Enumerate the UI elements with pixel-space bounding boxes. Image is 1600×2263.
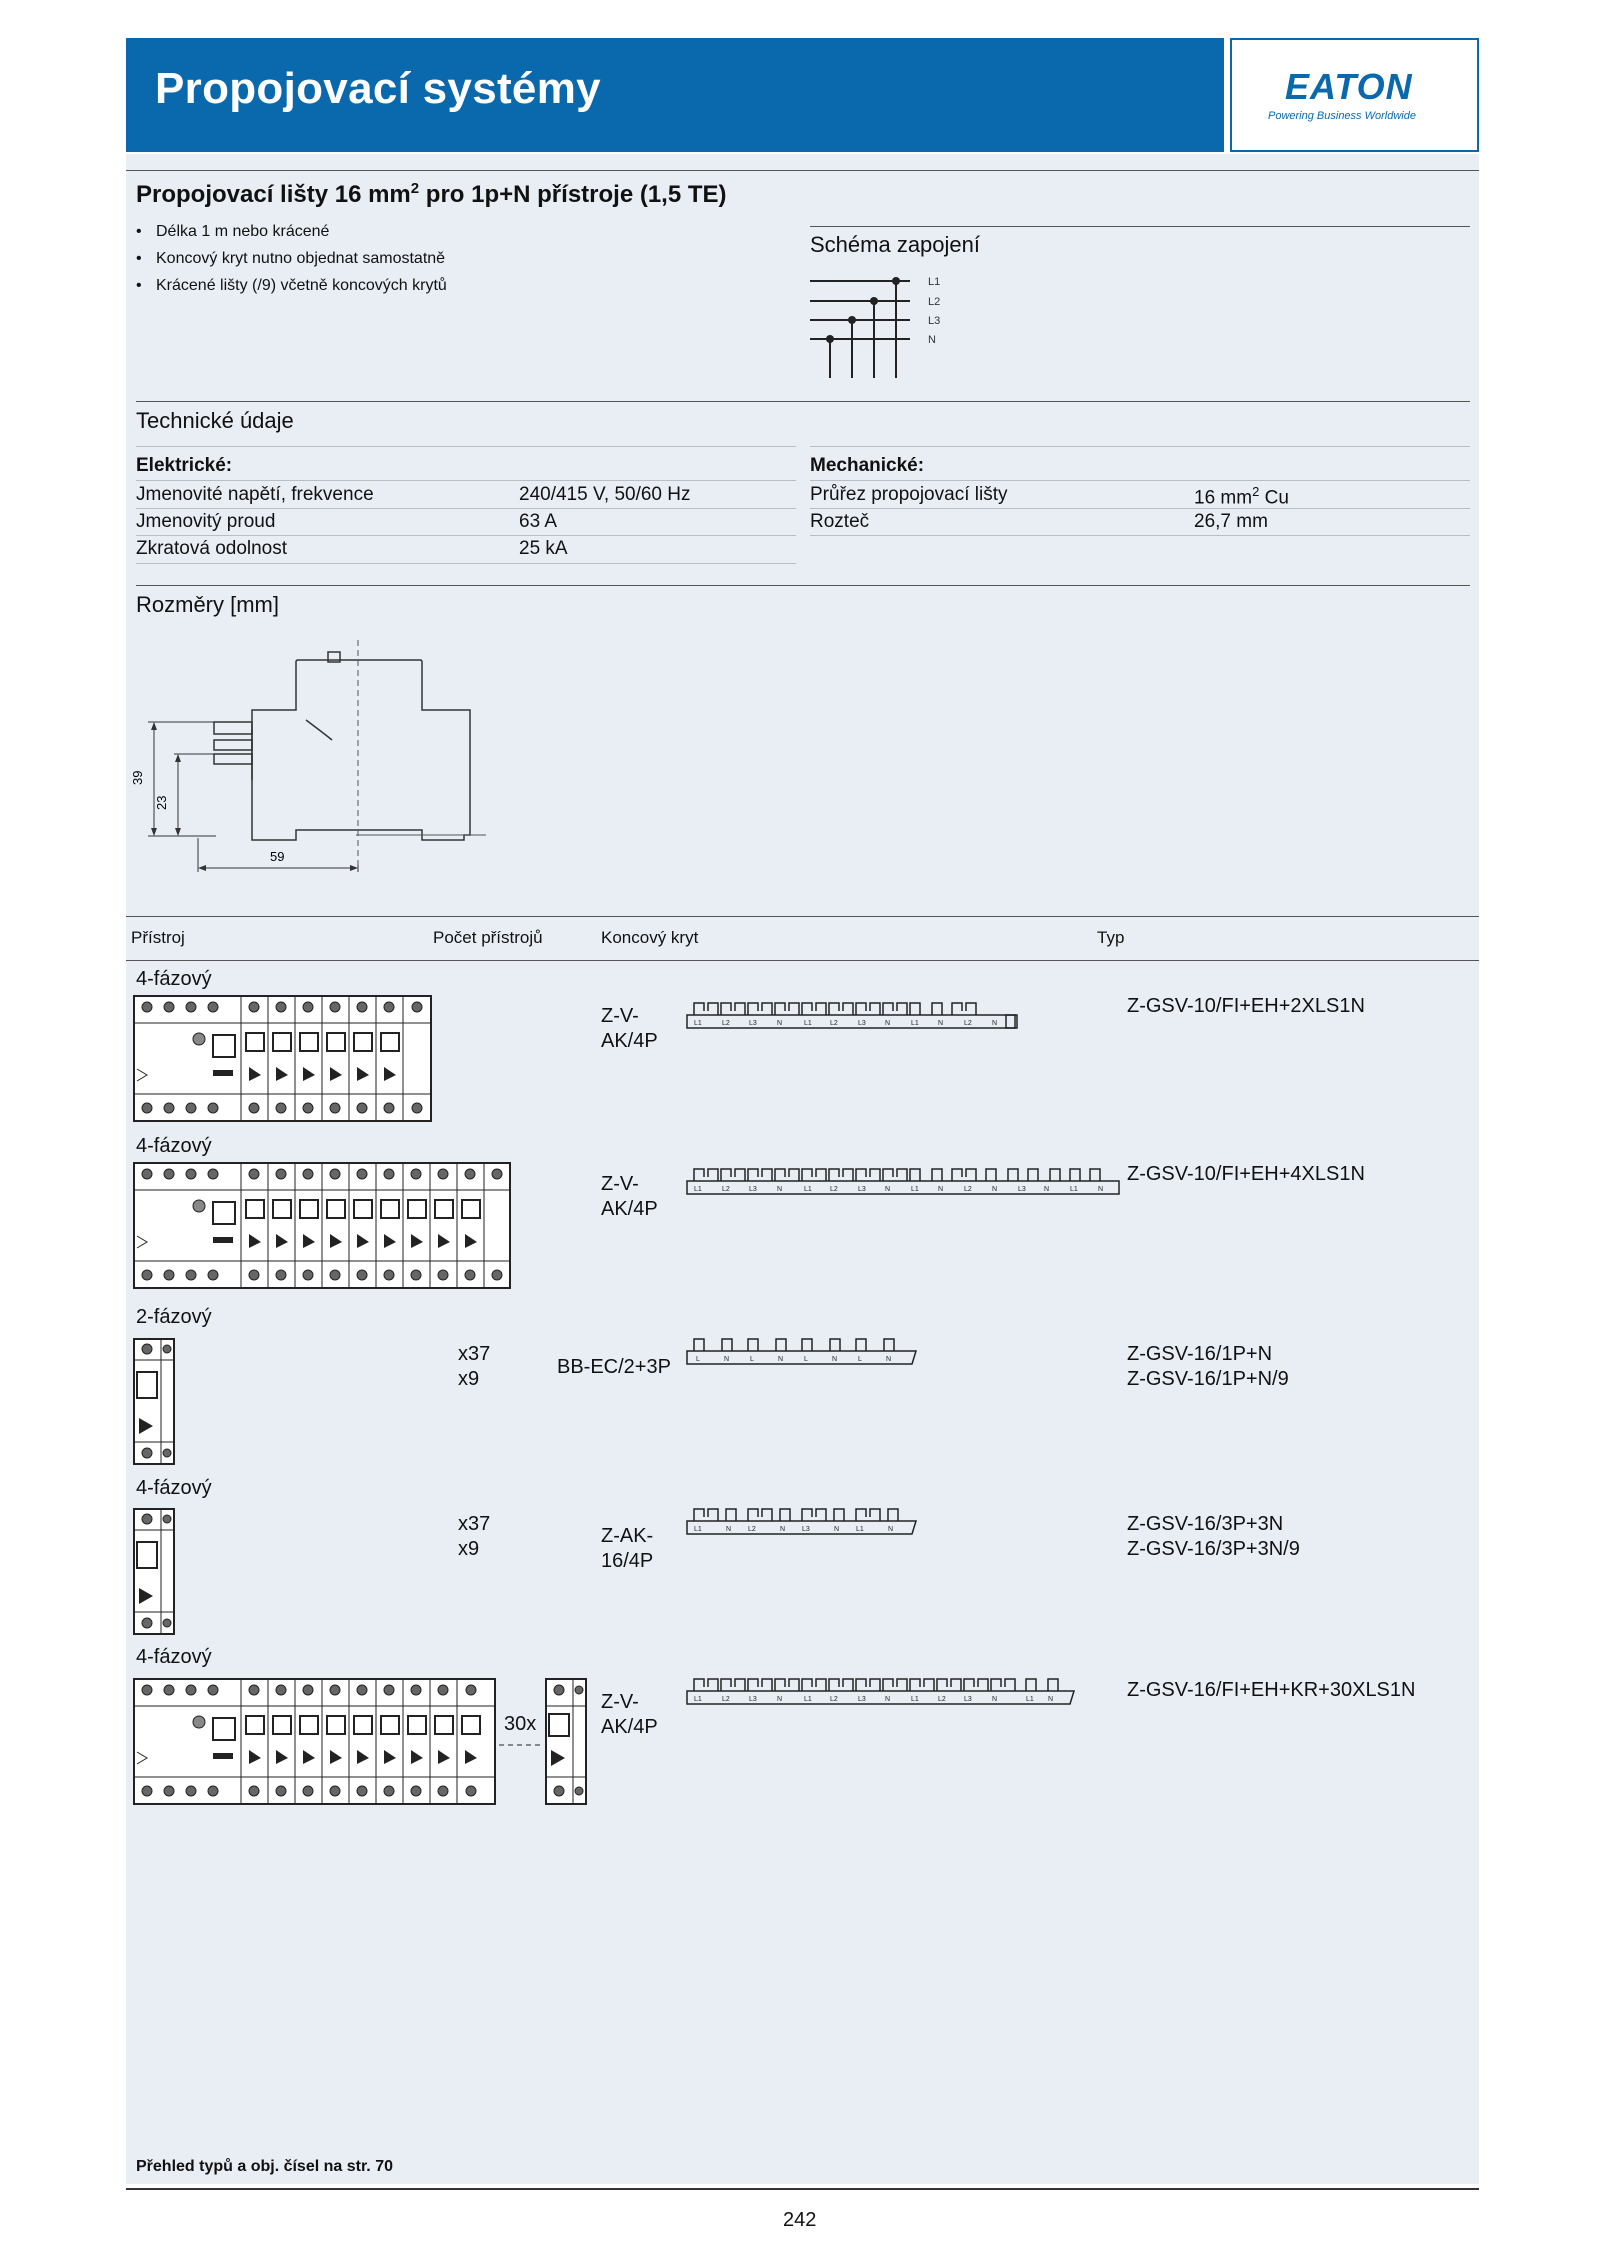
bar-label: N: [832, 1356, 838, 1363]
bar-label: L2: [964, 1186, 972, 1193]
divider: [810, 480, 1470, 481]
end-cover: BB-EC/2+3P: [557, 1356, 671, 1378]
bar-label: N: [777, 1020, 783, 1027]
line-label: N: [928, 334, 936, 346]
device-count: x37 x9: [458, 1343, 491, 1390]
bar-label: L2: [830, 1186, 838, 1193]
divider: [136, 535, 796, 536]
device-drawing: [133, 1508, 177, 1636]
eaton-logo: EATON: [1285, 66, 1413, 107]
bar-label: L: [858, 1356, 862, 1363]
bullet-item: • Délka 1 m nebo krácené: [136, 218, 447, 245]
bar-label: L1: [1070, 1186, 1078, 1193]
tech-title: Technické údaje: [136, 408, 294, 433]
divider: [810, 535, 1470, 536]
type-code: Z-GSV-16/FI+EH+KR+30XLS1N: [1127, 1679, 1416, 1701]
divider: [136, 563, 796, 564]
bar-label: L1: [694, 1020, 702, 1027]
bar-label: L: [750, 1356, 754, 1363]
type-code: Z-GSV-10/FI+EH+4XLS1N: [1127, 1163, 1365, 1185]
bar-label: L3: [964, 1696, 972, 1703]
bar-label: L2: [938, 1696, 946, 1703]
bar-label: N: [885, 1186, 891, 1193]
device-drawing: [545, 1678, 589, 1806]
bar-label: L2: [722, 1020, 730, 1027]
bar-label: L1: [804, 1696, 812, 1703]
electrical-heading: Elektrické:: [136, 455, 233, 476]
bar-label: L3: [858, 1696, 866, 1703]
bottom-rule: [126, 2188, 1479, 2190]
bar-label: L3: [1018, 1186, 1026, 1193]
bar-label: L2: [964, 1020, 972, 1027]
dim-23-label: 23: [154, 795, 169, 810]
bar-label: L3: [858, 1186, 866, 1193]
mech-value-pitch: 26,7 mm: [1194, 511, 1268, 532]
bar-label: N: [992, 1696, 998, 1703]
type-code: Z-GSV-16/1P+N Z-GSV-16/1P+N/9: [1127, 1343, 1289, 1390]
divider: [810, 508, 1470, 509]
bar-label: N: [992, 1186, 998, 1193]
bar-label: N: [1048, 1696, 1054, 1703]
row-phase: 2-fázový: [136, 1306, 212, 1328]
dim-59-label: 59: [270, 849, 285, 864]
device-drawing: [133, 1162, 513, 1290]
bar-label: L3: [749, 1020, 757, 1027]
dimensions-title: Rozměry [mm]: [136, 592, 279, 617]
line-label: L1: [928, 276, 941, 288]
bar-label: L1: [1026, 1696, 1034, 1703]
elec-label-current: Jmenovitý proud: [136, 511, 276, 532]
col-type: Typ: [1097, 928, 1125, 947]
row-phase: 4-fázový: [136, 1646, 212, 1668]
bar-label: L3: [802, 1526, 810, 1533]
bar-label: L1: [911, 1186, 919, 1193]
device-count: 30x: [504, 1713, 537, 1735]
dim-39-label: 39: [130, 770, 145, 785]
end-cover: Z-V- AK/4P: [601, 1691, 658, 1738]
divider: [136, 508, 796, 509]
col-device: Přístroj: [131, 928, 185, 947]
bar-label: N: [992, 1020, 998, 1027]
bar-label: N: [777, 1696, 783, 1703]
bar-label: L1: [911, 1020, 919, 1027]
mechanical-heading: Mechanické:: [810, 455, 925, 476]
bar-label: N: [724, 1356, 730, 1363]
bar-label: L2: [830, 1020, 838, 1027]
bar-label: L1: [856, 1526, 864, 1533]
end-cover: Z-AK- 16/4P: [601, 1525, 654, 1572]
col-count: Počet přístrojů: [433, 928, 543, 947]
bar-label: N: [1098, 1186, 1104, 1193]
busbar-drawing: [686, 1333, 926, 1369]
wiring-schema: [810, 268, 970, 380]
bar-label: L3: [858, 1020, 866, 1027]
end-cover: Z-V- AK/4P: [601, 1173, 658, 1220]
bar-label: N: [777, 1186, 783, 1193]
divider: [136, 480, 796, 481]
device-count: x37 x9: [458, 1513, 491, 1560]
col-end-cover: Koncový kryt: [601, 928, 699, 947]
type-code: Z-GSV-10/FI+EH+2XLS1N: [1127, 995, 1365, 1017]
row-phase: 4-fázový: [136, 968, 212, 990]
bar-label: N: [886, 1356, 892, 1363]
device-drawing: [133, 1338, 177, 1466]
bar-label: L1: [911, 1696, 919, 1703]
bar-label: L3: [749, 1696, 757, 1703]
divider: [126, 960, 1479, 961]
bullet-item: • Krácené lišty (/9) včetně koncových krytů: [136, 272, 447, 299]
elec-label-shortcircuit: Zkratová odolnost: [136, 538, 288, 559]
bar-label: L2: [748, 1526, 756, 1533]
bar-label: N: [938, 1186, 944, 1193]
busbar-drawing: [686, 997, 1026, 1033]
bar-label: L1: [694, 1186, 702, 1193]
bar-label: L1: [694, 1696, 702, 1703]
mech-value-section: 16 $mm^2$ Cu: [1194, 484, 1289, 509]
bar-label: L: [804, 1356, 808, 1363]
product-bullets: [136, 218, 447, 299]
bar-label: N: [834, 1526, 840, 1533]
row-phase: 4-fázový: [136, 1135, 212, 1157]
schema-title: Schéma zapojení: [810, 232, 980, 257]
bar-label: L2: [722, 1696, 730, 1703]
line-label: L2: [928, 296, 941, 308]
busbar-drawing: [686, 1503, 926, 1539]
bar-label: N: [726, 1526, 732, 1533]
dimension-drawing: [126, 640, 506, 880]
bar-label: N: [885, 1020, 891, 1027]
bar-label: N: [938, 1020, 944, 1027]
device-drawing: [133, 1678, 499, 1806]
bar-label: L2: [830, 1696, 838, 1703]
bar-label: L3: [749, 1186, 757, 1193]
dashed-connector: [499, 1740, 541, 1750]
divider: [136, 446, 796, 447]
divider: [126, 916, 1479, 917]
mech-label-pitch: Rozteč: [810, 511, 870, 532]
row-phase: 4-fázový: [136, 1477, 212, 1499]
bar-label: N: [885, 1696, 891, 1703]
logo-tagline: Powering Business Worldwide: [1268, 110, 1416, 122]
bar-label: N: [780, 1526, 786, 1533]
type-code: Z-GSV-16/3P+3N Z-GSV-16/3P+3N/9: [1127, 1513, 1300, 1560]
line-label: L3: [928, 315, 941, 327]
busbar-drawing: [686, 1163, 1126, 1199]
elec-value-current: 63 A: [519, 511, 558, 532]
bar-label: L1: [804, 1020, 812, 1027]
divider: [136, 585, 1470, 586]
page-number: 242: [783, 2209, 817, 2231]
divider: [136, 401, 1470, 402]
end-cover: Z-V- AK/4P: [601, 1005, 658, 1052]
elec-value-shortcircuit: 25 kA: [519, 538, 568, 559]
product-title: Propojovací lišty 16 $mm^2$ pro 1p+N přístroje (1,5 TE): [136, 180, 727, 208]
elec-value-voltage: 240/415 V, 50/60 Hz: [519, 484, 691, 505]
bar-label: L1: [694, 1526, 702, 1533]
divider: [126, 170, 1479, 171]
bar-label: N: [1044, 1186, 1050, 1193]
bar-label: L1: [804, 1186, 812, 1193]
bullet-item: • Koncový kryt nutno objednat samostatně: [136, 245, 447, 272]
page-title: Propojovací systémy: [155, 64, 601, 113]
footer-note: Přehled typů a obj. čísel na str. 70: [136, 2158, 393, 2175]
device-drawing: [133, 995, 433, 1123]
bar-label: N: [778, 1356, 784, 1363]
bar-label: L: [696, 1356, 700, 1363]
elec-label-voltage: Jmenovité napětí, frekvence: [136, 484, 374, 505]
bar-label: L2: [722, 1186, 730, 1193]
bar-label: N: [888, 1526, 894, 1533]
busbar-drawing: [686, 1673, 1086, 1709]
divider: [810, 446, 1470, 447]
mech-label-section: Průřez propojovací lišty: [810, 484, 1008, 505]
divider: [810, 226, 1470, 227]
